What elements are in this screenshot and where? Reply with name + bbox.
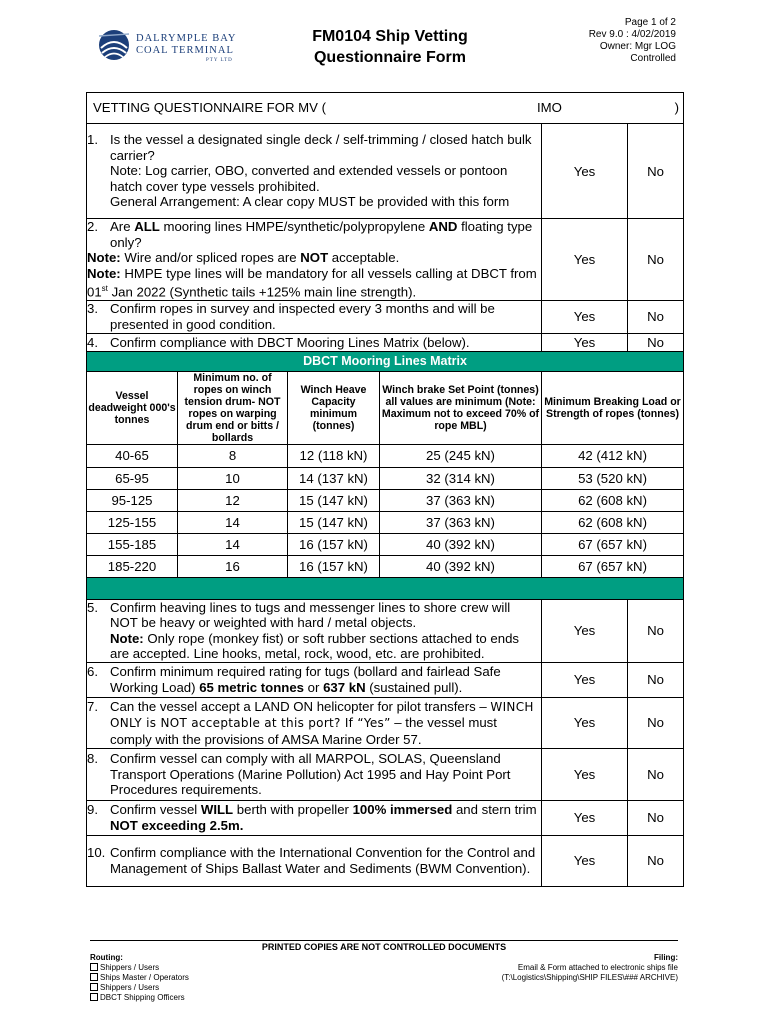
vessel-label: VETTING QUESTIONNAIRE FOR MV ( bbox=[93, 100, 326, 115]
matrix-cell: 14 bbox=[178, 533, 288, 555]
no-option[interactable]: No bbox=[628, 300, 684, 333]
checkbox-icon[interactable] bbox=[90, 963, 98, 971]
title-line-1: FM0104 Ship Vetting bbox=[312, 28, 468, 45]
matrix-header-row bbox=[87, 371, 684, 444]
imo-label: IMO bbox=[537, 100, 562, 115]
no-option[interactable]: No bbox=[628, 748, 684, 800]
matrix-cell: 42 (412 kN) bbox=[542, 444, 684, 467]
yes-option[interactable]: Yes bbox=[542, 300, 628, 333]
yes-option[interactable]: Yes bbox=[542, 662, 628, 697]
yes-option[interactable]: Yes bbox=[542, 748, 628, 800]
matrix-cell: 62 (608 kN) bbox=[542, 489, 684, 511]
matrix-cell: 40 (392 kN) bbox=[380, 555, 542, 577]
no-option[interactable]: No bbox=[628, 124, 684, 219]
question-row-6 bbox=[87, 662, 684, 697]
vessel-field[interactable] bbox=[87, 93, 684, 124]
yes-option[interactable]: Yes bbox=[542, 219, 628, 301]
page-number: Page 1 of 2 bbox=[624, 17, 676, 28]
company-logo bbox=[96, 26, 256, 66]
routing-item[interactable]: DBCT Shipping Officers bbox=[90, 993, 189, 1003]
matrix-cell: 185-220 bbox=[87, 555, 178, 577]
matrix-cell: 16 (157 kN) bbox=[288, 555, 380, 577]
routing-block bbox=[90, 953, 189, 1003]
svg-text:PTY LTD: PTY LTD bbox=[206, 58, 233, 63]
matrix-row bbox=[87, 511, 684, 533]
yes-option[interactable]: Yes bbox=[542, 124, 628, 219]
question-7: 7. Can the vessel accept a LAND ON helicopter for pilot transfers – WINCH ONLY is NOT acceptable at this port? If “Yes” – the vessel must comply with the provisions of AMSA Marine Order 57. bbox=[87, 697, 542, 748]
filing-block bbox=[502, 953, 678, 983]
question-2: 2. Are ALL mooring lines HMPE/synthetic/polypropylene AND floating type only? Note: Wire and/or spliced ropes are NOT acceptable. Note: HMPE type lines will be mandatory for all vessels calling at DBCT from 01st Jan 2022 (Synthetic tails +125% main line strength). bbox=[87, 219, 542, 301]
question-1 bbox=[87, 124, 542, 219]
matrix-cell: 15 (147 kN) bbox=[288, 489, 380, 511]
yes-option[interactable]: Yes bbox=[542, 835, 628, 886]
question-note: General Arrangement: A clear copy MUST be provided with this form bbox=[110, 194, 510, 210]
matrix-cell: 65-95 bbox=[87, 467, 178, 489]
question-text: Is the vessel a designated single deck / self-trimming / closed hatch bulk carrier? bbox=[110, 132, 532, 163]
matrix-cell: 67 (657 kN) bbox=[542, 555, 684, 577]
revision: Rev 9.0 : 4/02/2019 bbox=[588, 29, 676, 40]
routing-item[interactable]: Shippers / Users bbox=[90, 963, 189, 973]
question-row-7 bbox=[87, 697, 684, 748]
controlled-docs-notice: PRINTED COPIES ARE NOT CONTROLLED DOCUMENTS bbox=[261, 942, 507, 952]
yes-option[interactable]: Yes bbox=[542, 333, 628, 351]
matrix-cell: 67 (657 kN) bbox=[542, 533, 684, 555]
question-8: 8. Confirm vessel can comply with all MARPOL, SOLAS, Queensland Transport Operations (Marine Pollution) Act 1995 and Hay Point Port Procedures requirements. bbox=[87, 748, 542, 800]
logo-emblem-icon bbox=[96, 26, 256, 66]
matrix-row bbox=[87, 533, 684, 555]
matrix-cell: 8 bbox=[178, 444, 288, 467]
routing-label: Routing: bbox=[90, 953, 123, 962]
no-option[interactable]: No bbox=[628, 835, 684, 886]
no-option[interactable]: No bbox=[628, 599, 684, 662]
svg-text:DALRYMPLE BAY: DALRYMPLE BAY bbox=[136, 33, 237, 44]
filing-label: Filing: bbox=[654, 953, 678, 962]
matrix-cell: 95-125 bbox=[87, 489, 178, 511]
no-option[interactable]: No bbox=[628, 662, 684, 697]
matrix-header: Vessel deadweight 000's tonnes bbox=[87, 371, 178, 444]
checkbox-icon[interactable] bbox=[90, 993, 98, 1001]
question-row-9 bbox=[87, 800, 684, 835]
control-status: Controlled bbox=[630, 53, 676, 64]
routing-item[interactable]: Shippers / Users bbox=[90, 983, 189, 993]
matrix-cell: 15 (147 kN) bbox=[288, 511, 380, 533]
question-number: 2. bbox=[87, 219, 98, 234]
filing-path: (T:\Logistics\Shipping\SHIP FILES\### ARCHIVE) bbox=[501, 973, 678, 982]
matrix-header: Winch Heave Capacity minimum (tonnes) bbox=[288, 371, 380, 444]
filing-line: Email & Form attached to electronic ships file bbox=[517, 963, 678, 972]
no-option[interactable]: No bbox=[628, 333, 684, 351]
document-title bbox=[290, 26, 490, 68]
question-3: 3. Confirm ropes in survey and inspected every 3 months and will be presented in good condition. bbox=[87, 300, 542, 333]
svg-text:COAL TERMINAL: COAL TERMINAL bbox=[136, 45, 234, 56]
matrix-cell: 25 (245 kN) bbox=[380, 444, 542, 467]
question-row-3 bbox=[87, 300, 684, 333]
vessel-row bbox=[87, 93, 684, 124]
matrix-cell: 32 (314 kN) bbox=[380, 467, 542, 489]
matrix-row bbox=[87, 444, 684, 467]
matrix-footer-band bbox=[87, 577, 684, 599]
matrix-cell: 155-185 bbox=[87, 533, 178, 555]
question-5: 5. Confirm heaving lines to tugs and messenger lines to shore crew will NOT be heavy or weighted with hard / metal objects. Note: Only rope (monkey fist) or soft rubber sections attached to ends are accepted. Line hooks, metal, rock, wood, etc. are prohibited. bbox=[87, 599, 542, 662]
matrix-row bbox=[87, 555, 684, 577]
no-option[interactable]: No bbox=[628, 697, 684, 748]
matrix-cell: 14 (137 kN) bbox=[288, 467, 380, 489]
document-meta bbox=[589, 17, 676, 65]
matrix-cell: 62 (608 kN) bbox=[542, 511, 684, 533]
matrix-cell: 10 bbox=[178, 467, 288, 489]
teal-divider bbox=[87, 577, 684, 599]
routing-item[interactable]: Ships Master / Operators bbox=[90, 973, 189, 983]
matrix-cell: 37 (363 kN) bbox=[380, 511, 542, 533]
question-row-2 bbox=[87, 219, 684, 301]
close-paren: ) bbox=[674, 100, 680, 115]
question-9: 9. Confirm vessel WILL berth with propeller 100% immersed and stern trim NOT exceeding 2.5m. bbox=[87, 800, 542, 835]
checkbox-icon[interactable] bbox=[90, 973, 98, 981]
question-note: Note: Log carrier, OBO, converted and extended vessels or pontoon hatch cover type vessels prohibited. bbox=[110, 163, 508, 194]
question-6: 6. Confirm minimum required rating for tugs (bollard and fairlead Safe Working Load) 65 metric tonnes or 637 kN (sustained pull). bbox=[87, 662, 542, 697]
matrix-cell: 53 (520 kN) bbox=[542, 467, 684, 489]
matrix-cell: 125-155 bbox=[87, 511, 178, 533]
matrix-cell: 16 bbox=[178, 555, 288, 577]
matrix-cell: 12 (118 kN) bbox=[288, 444, 380, 467]
yes-option[interactable]: Yes bbox=[542, 697, 628, 748]
question-row-10 bbox=[87, 835, 684, 886]
matrix-cell: 16 (157 kN) bbox=[288, 533, 380, 555]
matrix-header: Minimum no. of ropes on winch tension drum- NOT ropes on warping drum end or bitts / bollards bbox=[178, 371, 288, 444]
matrix-cell: 37 (363 kN) bbox=[380, 489, 542, 511]
question-row-5 bbox=[87, 599, 684, 662]
matrix-cell: 12 bbox=[178, 489, 288, 511]
question-10: 10. Confirm compliance with the International Convention for the Control and Management of Ships Ballast Water and Sediments (BWM Convention). bbox=[87, 835, 542, 886]
question-row-8 bbox=[87, 748, 684, 800]
questionnaire-table bbox=[86, 92, 684, 887]
question-row-1 bbox=[87, 124, 684, 219]
matrix-cell: 14 bbox=[178, 511, 288, 533]
question-row-4 bbox=[87, 333, 684, 351]
matrix-header: Minimum Breaking Load or Strength of ropes (tonnes) bbox=[542, 371, 684, 444]
checkbox-icon[interactable] bbox=[90, 983, 98, 991]
matrix-header: Winch brake Set Point (tonnes) all values are minimum (Note: Maximum not to exceed 70% of rope MBL) bbox=[380, 371, 542, 444]
matrix-title-row bbox=[87, 351, 684, 371]
matrix-title: DBCT Mooring Lines Matrix bbox=[87, 351, 684, 371]
owner: Owner: Mgr LOG bbox=[599, 41, 676, 52]
matrix-cell: 40 (392 kN) bbox=[380, 533, 542, 555]
no-option[interactable]: No bbox=[628, 800, 684, 835]
matrix-cell: 40-65 bbox=[87, 444, 178, 467]
question-4: 4. Confirm compliance with DBCT Mooring Lines Matrix (below). bbox=[87, 333, 542, 351]
no-option[interactable]: No bbox=[628, 219, 684, 301]
page-footer bbox=[90, 940, 678, 1002]
matrix-row bbox=[87, 467, 684, 489]
yes-option[interactable]: Yes bbox=[542, 599, 628, 662]
question-number: 1. bbox=[87, 132, 98, 148]
title-line-2: Questionnaire Form bbox=[313, 49, 467, 66]
yes-option[interactable]: Yes bbox=[542, 800, 628, 835]
matrix-row bbox=[87, 489, 684, 511]
